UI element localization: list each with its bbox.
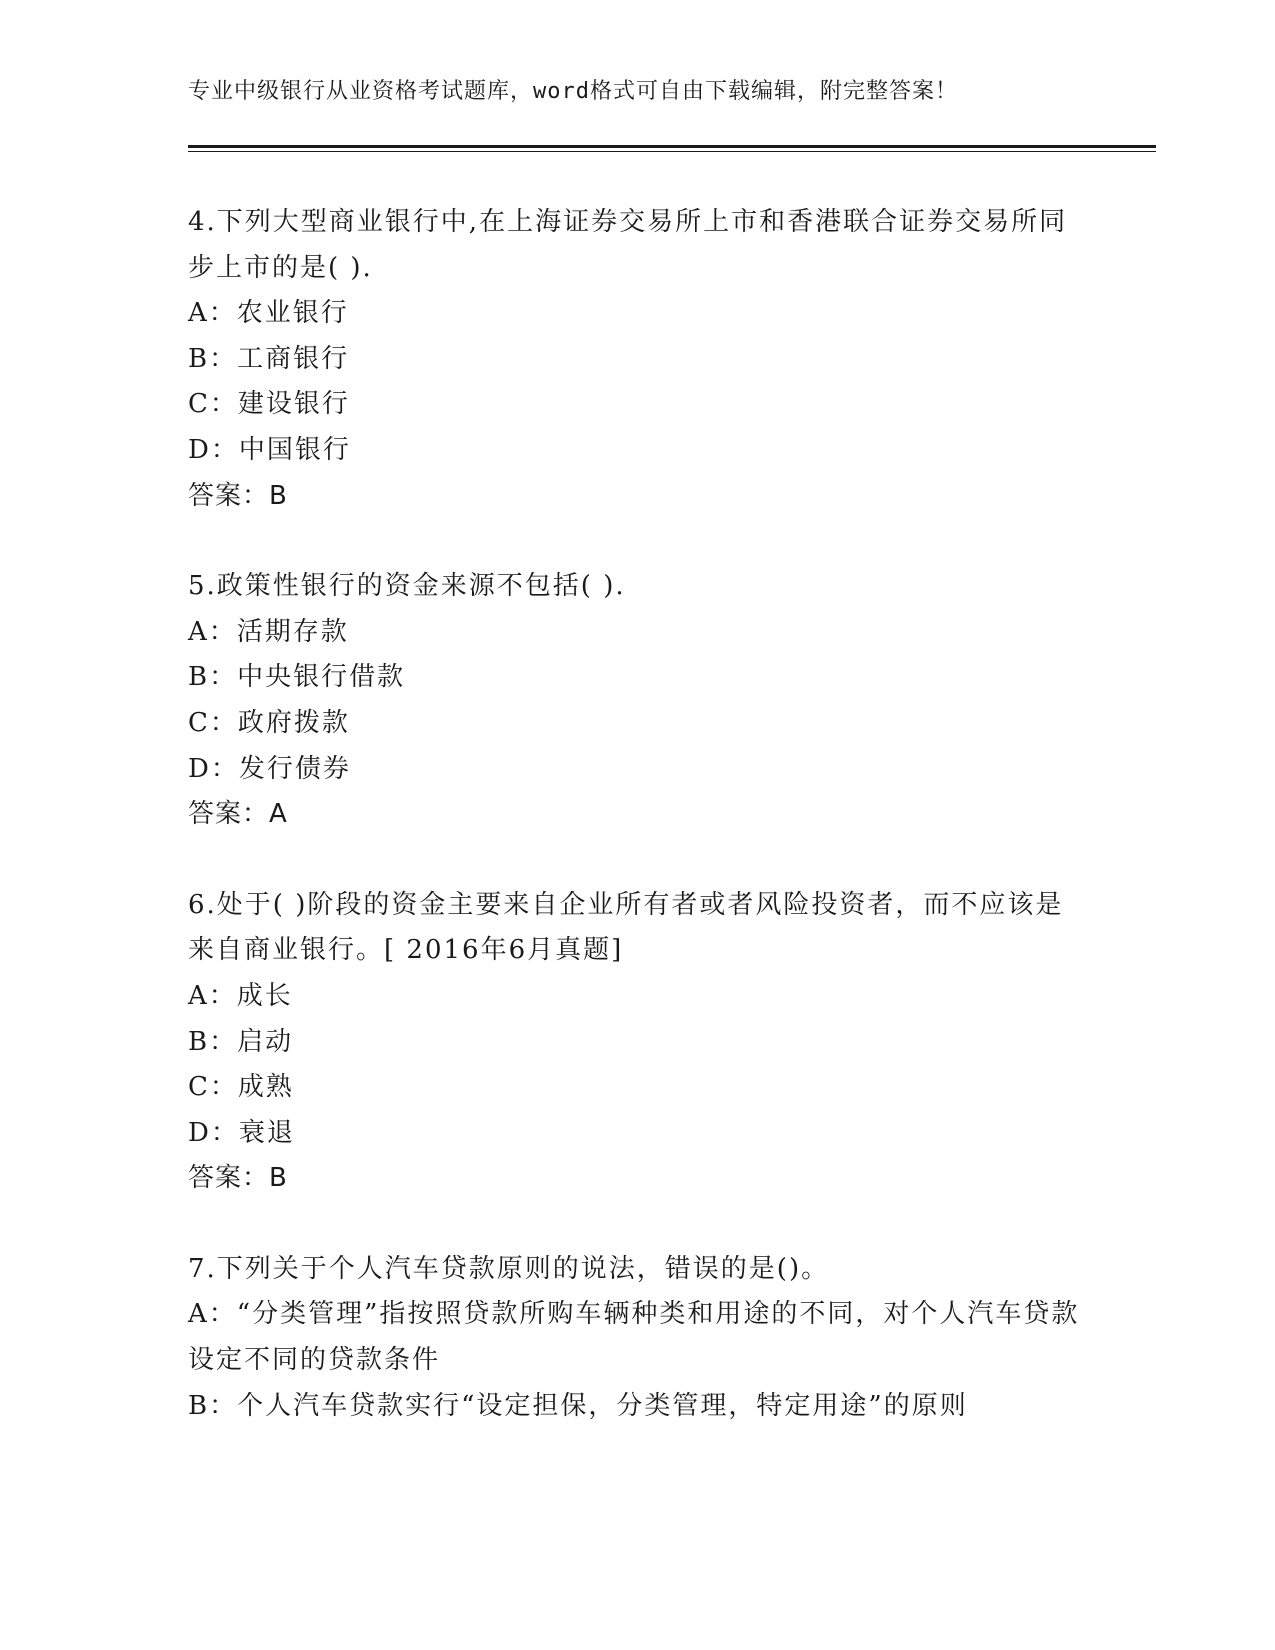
option-a: A：成长 <box>188 980 293 1011</box>
option-b: B：工商银行 <box>188 343 350 374</box>
answer: 答案：A <box>188 799 288 830</box>
page-header: 专业中级银行从业资格考试题库，word格式可自由下载编辑，附完整答案！ <box>188 79 958 104</box>
option-d: D：中国银行 <box>188 434 351 465</box>
question-stem: 6.处于( )阶段的资金主要来自企业所有者或者风险投资者，而不应该是来自商业银行。[ 2016年6月真题] <box>188 889 1064 966</box>
question-list <box>188 200 1088 1474</box>
option-d: D：发行债券 <box>188 753 351 784</box>
question-4 <box>188 200 1088 519</box>
answer: 答案：B <box>188 1163 288 1194</box>
option-a: A：活期存款 <box>188 616 349 647</box>
header-divider-thin <box>188 151 1156 152</box>
option-d: D：衰退 <box>188 1117 295 1148</box>
option-c: C：建设银行 <box>188 389 350 420</box>
option-c: C：成熟 <box>188 1072 294 1103</box>
option-a: A：“分类管理”指按照贷款所购车辆种类和用途的不同，对个人汽车贷款设定不同的贷款条件 <box>188 1299 1080 1376</box>
question-7 <box>188 1247 1088 1429</box>
question-6 <box>188 883 1088 1202</box>
header-divider-thick <box>188 145 1156 148</box>
question-stem: 4.下列大型商业银行中,在上海证券交易所上市和香港联合证券交易所同步上市的是( ). <box>188 207 1068 283</box>
question-stem: 7.下列关于个人汽车贷款原则的说法，错误的是()。 <box>188 1253 830 1284</box>
question-5 <box>188 564 1088 838</box>
answer: 答案：B <box>188 480 288 511</box>
option-c: C：政府拨款 <box>188 707 350 738</box>
option-b: B：启动 <box>188 1026 294 1057</box>
option-b: B：中央银行借款 <box>188 662 406 693</box>
option-b: B：个人汽车贷款实行“设定担保，分类管理，特定用途”的原则 <box>188 1390 968 1421</box>
question-stem: 5.政策性银行的资金来源不包括( ). <box>188 571 626 602</box>
option-a: A：农业银行 <box>188 298 349 329</box>
